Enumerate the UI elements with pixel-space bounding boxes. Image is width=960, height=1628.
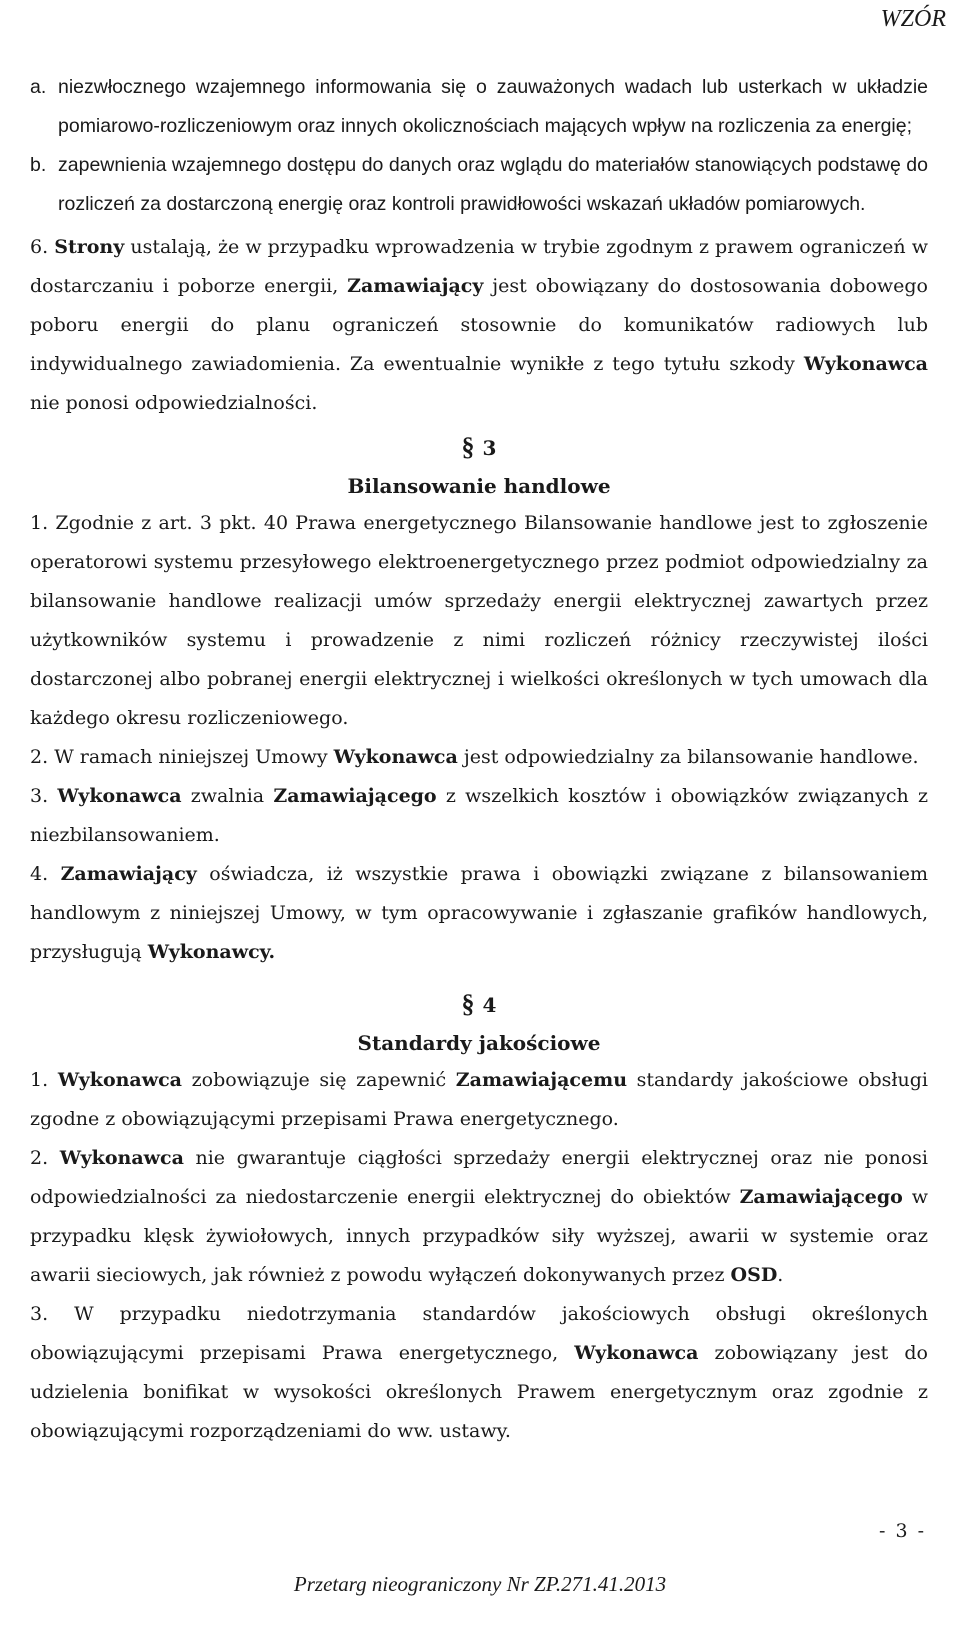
item-text: W ramach niniejszej Umowy	[54, 746, 334, 768]
section-3-item-2	[30, 738, 928, 777]
party-name: Wykonawca	[57, 785, 182, 807]
section-4-item-1	[30, 1061, 928, 1139]
template-mark: WZÓR	[880, 6, 946, 32]
operator-name: OSD	[730, 1264, 778, 1286]
section-number: 4	[482, 993, 497, 1017]
section-3-title: Bilansowanie handlowe	[347, 474, 611, 498]
item-number: 1.	[30, 512, 49, 534]
list-text: zapewnienia wzajemnego dostępu do danych oraz wglądu do materiałów stanowiących podstawę do rozliczeń za dostarczoną energię oraz kontroli prawidłowości wskazań układów pomiarowych.	[58, 154, 928, 215]
section-3-heading	[30, 427, 928, 468]
item-number: 3.	[30, 1303, 49, 1325]
list-item-a	[30, 68, 928, 146]
section-4-item-3	[30, 1295, 928, 1451]
point-number: 6.	[30, 236, 49, 258]
item-text: z wszelkich kosztów i obowiązków związanych z niezbilansowaniem.	[30, 785, 928, 846]
party-name: Wykonawca	[333, 746, 458, 768]
item-text: Zgodnie z art. 3 pkt. 40 Prawa energetycznego Bilansowanie handlowe jest to zgłoszenie operatorowi systemu przesyłowego elektroenergetycznego przez podmiot odpowiedzialny za bilansowanie handlowe realizacji umów sprzedaży energii elektrycznej zawartych przez użytkowników systemu i prowadzenie z nimi rozliczeń różnicy rzeczywistej ilości dostarczonej albo pobranej energii elektrycznej i wielkości określonych w tych umowach dla każdego okresu rozliczeniowego.	[30, 512, 928, 729]
item-text: oświadcza, iż wszystkie prawa i obowiązki związane z bilansowaniem handlowym z niniejszej Umowy, w tym opracowywanie i zgłaszanie grafików handlowych, przysługują	[30, 863, 928, 963]
item-text: zobowiązuje się zapewnić	[181, 1069, 456, 1091]
party-name: Zamawiający	[60, 863, 197, 885]
party-name: Zamawiający	[347, 275, 484, 297]
item-number: 2.	[30, 1147, 49, 1169]
point-text: ustalają, że w przypadku wprowadzenia w trybie zgodnym z prawem ograniczeń w dostarczaniu i poborze energii,	[30, 236, 928, 297]
party-name: Wykonawca	[574, 1342, 699, 1364]
section-symbol: §	[461, 989, 475, 1018]
section-3-item-3	[30, 777, 928, 855]
item-text: jest odpowiedzialny za bilansowanie handlowe.	[457, 746, 919, 768]
point-text: nie ponosi odpowiedzialności.	[30, 392, 318, 414]
item-text: nie gwarantuje ciągłości sprzedaży energii elektrycznej oraz nie ponosi odpowiedzialności za niedostarczenie energii elektrycznej do obiektów	[30, 1147, 928, 1208]
item-number: 3.	[30, 785, 49, 807]
point-6	[30, 228, 928, 423]
section-3-item-1	[30, 504, 928, 738]
party-name: Zamawiającemu	[455, 1069, 628, 1091]
page-footer: Przetarg nieograniczony Nr ZP.271.41.2013	[293, 1572, 667, 1596]
item-text: standardy jakościowe obsługi zgodne z obowiązującymi przepisami Prawa energetycznego.	[30, 1069, 928, 1130]
item-number: 4.	[30, 863, 49, 885]
party-name: Wykonawca	[803, 353, 928, 375]
party-name: Wykonawcy.	[147, 941, 276, 963]
party-name: Zamawiającego	[739, 1186, 903, 1208]
item-text: W przypadku niedotrzymania standardów jakościowych obsługi określonych obowiązującymi przepisami Prawa energetycznego,	[30, 1303, 928, 1364]
party-name: Wykonawca	[57, 1069, 182, 1091]
page-number: - 3 -	[878, 1520, 926, 1542]
item-text: zwalnia	[181, 785, 274, 807]
point-text: jest obowiązany do dostosowania dobowego poboru energii do planu ograniczeń stosownie do komunikatów radiowych lub indywidualnego zawiadomienia. Za ewentualnie wynikłe z tego tytułu szkody	[30, 275, 928, 375]
item-text: w przypadku klęsk żywiołowych, innych przypadków siły wyższej, awarii w systemie oraz awarii sieciowych, jak również z powodu wyłączeń dokonywanych przez	[30, 1186, 928, 1286]
party-name: Strony	[54, 236, 125, 258]
item-text: zobowiązany jest do udzielenia bonifikat w wysokości określonych Prawem energetycznym oraz zgodnie z obowiązującymi rozporządzeniami do ww. ustawy.	[30, 1342, 928, 1442]
party-name: Zamawiającego	[273, 785, 437, 807]
list-text: niezwłocznego wzajemnego informowania się o zauważonych wadach lub usterkach w układzie pomiarowo-rozliczeniowym oraz innych okolicznościach mających wpływ na rozliczenia za energię;	[58, 76, 928, 137]
item-number: 1.	[30, 1069, 49, 1091]
section-4-heading	[30, 984, 928, 1025]
list-label: b.	[30, 154, 47, 176]
section-number: 3	[482, 436, 497, 460]
section-4-item-2	[30, 1139, 928, 1295]
list-item-b	[30, 146, 928, 224]
document-content	[30, 68, 928, 1451]
item-text: .	[777, 1264, 784, 1286]
item-number: 2.	[30, 746, 49, 768]
party-name: Wykonawca	[59, 1147, 184, 1169]
list-label: a.	[30, 76, 47, 98]
section-symbol: §	[461, 432, 475, 461]
section-3-item-4	[30, 855, 928, 972]
section-4-title: Standardy jakościowe	[357, 1031, 601, 1055]
